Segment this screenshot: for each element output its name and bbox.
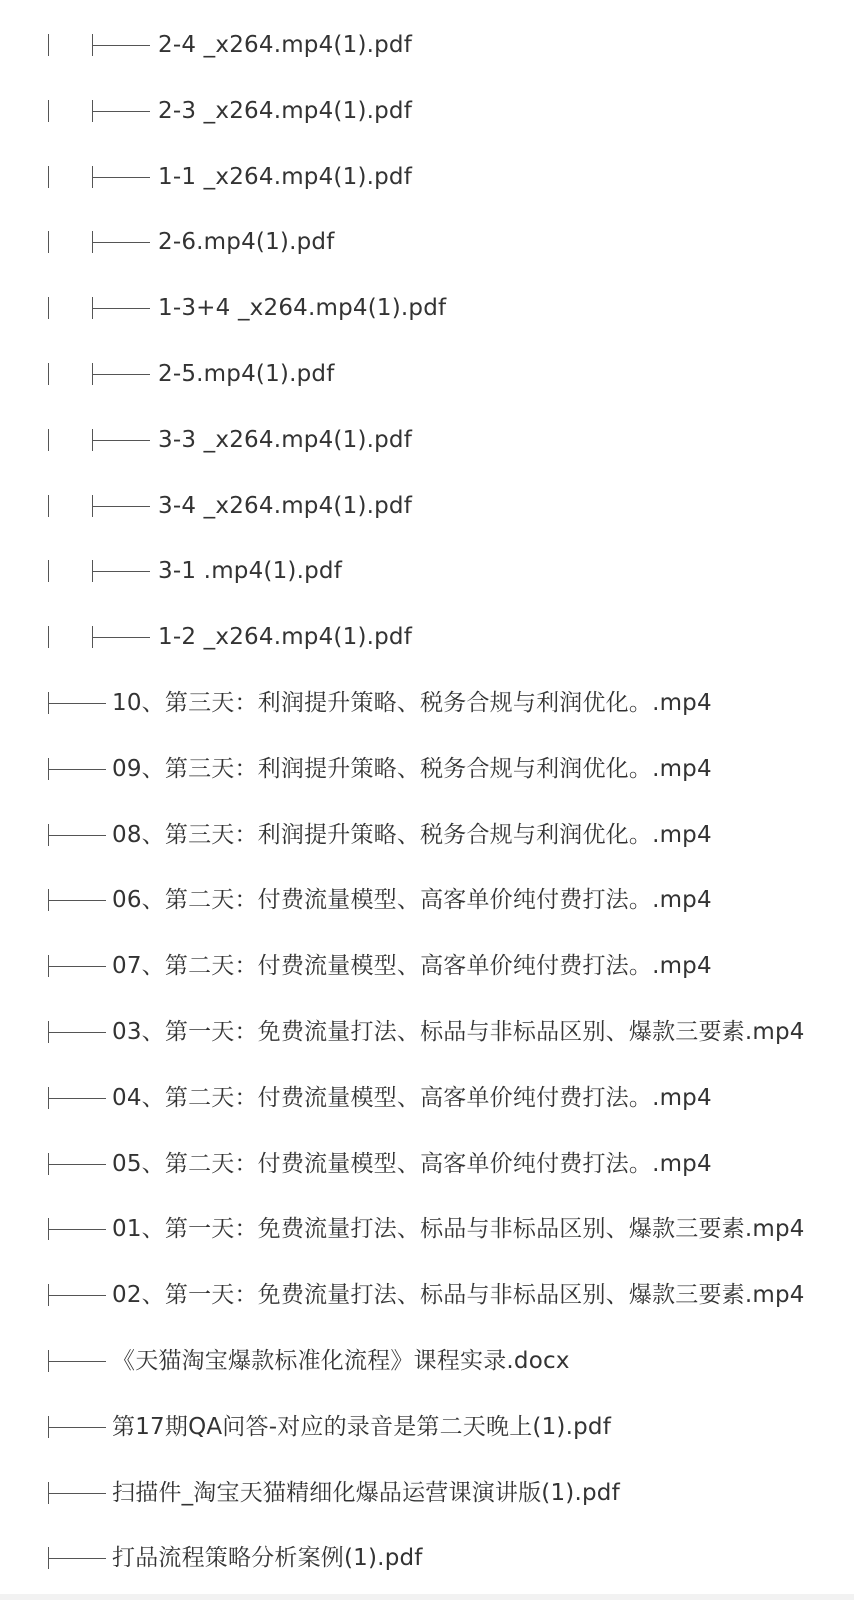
file-name[interactable]: 07、第二天：付费流量模型、高客单价纯付费打法。.mp4 xyxy=(112,953,712,980)
file-name[interactable]: 09、第三天：利润提升策略、税务合规与利润优化。.mp4 xyxy=(112,755,712,782)
tree-row-nested[interactable] xyxy=(0,473,854,539)
file-name[interactable]: 10、第三天：利润提升策略、税务合规与利润优化。.mp4 xyxy=(112,689,712,716)
tree-branch-connector xyxy=(48,1021,108,1043)
tree-row[interactable] xyxy=(0,1196,854,1262)
file-name[interactable]: 1-1 _x264.mp4(1).pdf xyxy=(158,163,413,190)
tree-row[interactable] xyxy=(0,933,854,999)
file-name[interactable]: 2-5.mp4(1).pdf xyxy=(158,360,335,387)
tree-row[interactable] xyxy=(0,1131,854,1197)
tree-branch-connector xyxy=(92,363,152,385)
tree-row-nested[interactable] xyxy=(0,78,854,144)
tree-branch-connector xyxy=(92,166,152,188)
tree-guide-line xyxy=(48,363,49,385)
file-name[interactable]: 02、第一天：免费流量打法、标品与非标品区别、爆款三要素.mp4 xyxy=(112,1282,805,1309)
tree-row[interactable] xyxy=(0,802,854,868)
tree-row-nested[interactable] xyxy=(0,604,854,670)
tree-guide-line xyxy=(48,100,49,122)
tree-row-nested[interactable] xyxy=(0,275,854,341)
tree-row[interactable] xyxy=(0,1065,854,1131)
file-name[interactable]: 04、第二天：付费流量模型、高客单价纯付费打法。.mp4 xyxy=(112,1084,712,1111)
file-name[interactable]: 1-3+4 _x264.mp4(1).pdf xyxy=(158,295,447,322)
tree-guide-line xyxy=(48,166,49,188)
tree-branch-connector xyxy=(48,1218,108,1240)
tree-row-nested[interactable] xyxy=(0,407,854,473)
file-name[interactable]: 扫描件_淘宝天猫精细化爆品运营课演讲版(1).pdf xyxy=(112,1479,620,1506)
tree-row[interactable] xyxy=(0,999,854,1065)
tree-branch-connector xyxy=(48,1547,108,1569)
tree-branch-connector xyxy=(92,429,152,451)
tree-guide-line xyxy=(48,429,49,451)
tree-row-nested[interactable] xyxy=(0,341,854,407)
file-name[interactable]: 3-1 .mp4(1).pdf xyxy=(158,558,343,585)
tree-row-nested[interactable] xyxy=(0,538,854,604)
tree-row[interactable] xyxy=(0,1328,854,1394)
file-name[interactable]: 第17期QA问答-对应的录音是第二天晚上(1).pdf xyxy=(112,1413,611,1440)
file-name[interactable]: 《天猫淘宝爆款标准化流程》课程实录.docx xyxy=(112,1347,570,1374)
file-name[interactable]: 01、第一天：免费流量打法、标品与非标品区别、爆款三要素.mp4 xyxy=(112,1216,805,1243)
file-name[interactable]: 2-6.mp4(1).pdf xyxy=(158,229,335,256)
tree-branch-connector xyxy=(48,1416,108,1438)
tree-guide-line xyxy=(48,297,49,319)
file-name[interactable]: 2-4 _x264.mp4(1).pdf xyxy=(158,32,413,58)
tree-branch-connector xyxy=(92,626,152,648)
tree-branch-connector xyxy=(48,955,108,977)
tree-branch-connector xyxy=(48,824,108,846)
tree-branch-connector xyxy=(92,100,152,122)
tree-row[interactable] xyxy=(0,867,854,933)
tree-guide-line xyxy=(48,34,49,56)
file-name[interactable]: 3-4 _x264.mp4(1).pdf xyxy=(158,492,413,519)
file-name[interactable]: 05、第二天：付费流量模型、高客单价纯付费打法。.mp4 xyxy=(112,1150,712,1177)
tree-branch-connector xyxy=(48,1087,108,1109)
tree-branch-connector xyxy=(92,231,152,253)
tree-branch-connector xyxy=(92,560,152,582)
tree-row[interactable] xyxy=(0,1460,854,1526)
tree-row-nested[interactable] xyxy=(0,144,854,210)
tree-guide-line xyxy=(48,495,49,517)
file-name[interactable]: 06、第二天：付费流量模型、高客单价纯付费打法。.mp4 xyxy=(112,887,712,914)
tree-guide-line xyxy=(48,231,49,253)
tree-guide-line xyxy=(48,626,49,648)
file-name[interactable]: 03、第一天：免费流量打法、标品与非标品区别、爆款三要素.mp4 xyxy=(112,1018,805,1045)
file-name[interactable]: 08、第三天：利润提升策略、税务合规与利润优化。.mp4 xyxy=(112,821,712,848)
tree-guide-line xyxy=(48,560,49,582)
file-name[interactable]: 打品流程策略分析案例(1).pdf xyxy=(112,1545,423,1572)
tree-branch-connector xyxy=(48,758,108,780)
tree-row-nested[interactable] xyxy=(0,209,854,275)
tree-branch-connector xyxy=(48,1350,108,1372)
page-bottom-divider xyxy=(0,1594,854,1600)
tree-branch-connector xyxy=(92,297,152,319)
file-name[interactable]: 2-3 _x264.mp4(1).pdf xyxy=(158,97,413,124)
tree-row[interactable] xyxy=(0,670,854,736)
tree-branch-connector xyxy=(48,1284,108,1306)
tree-row[interactable] xyxy=(0,1525,854,1591)
file-tree xyxy=(0,12,854,1591)
tree-branch-connector xyxy=(92,495,152,517)
tree-branch-connector xyxy=(92,34,152,56)
tree-row[interactable] xyxy=(0,1394,854,1460)
file-name[interactable]: 3-3 _x264.mp4(1).pdf xyxy=(158,426,413,453)
tree-row[interactable] xyxy=(0,736,854,802)
tree-branch-connector xyxy=(48,692,108,714)
tree-branch-connector xyxy=(48,1482,108,1504)
file-name[interactable]: 1-2 _x264.mp4(1).pdf xyxy=(158,624,413,651)
tree-branch-connector xyxy=(48,889,108,911)
tree-row[interactable] xyxy=(0,1262,854,1328)
tree-branch-connector xyxy=(48,1153,108,1175)
tree-row-nested[interactable] xyxy=(0,12,854,78)
